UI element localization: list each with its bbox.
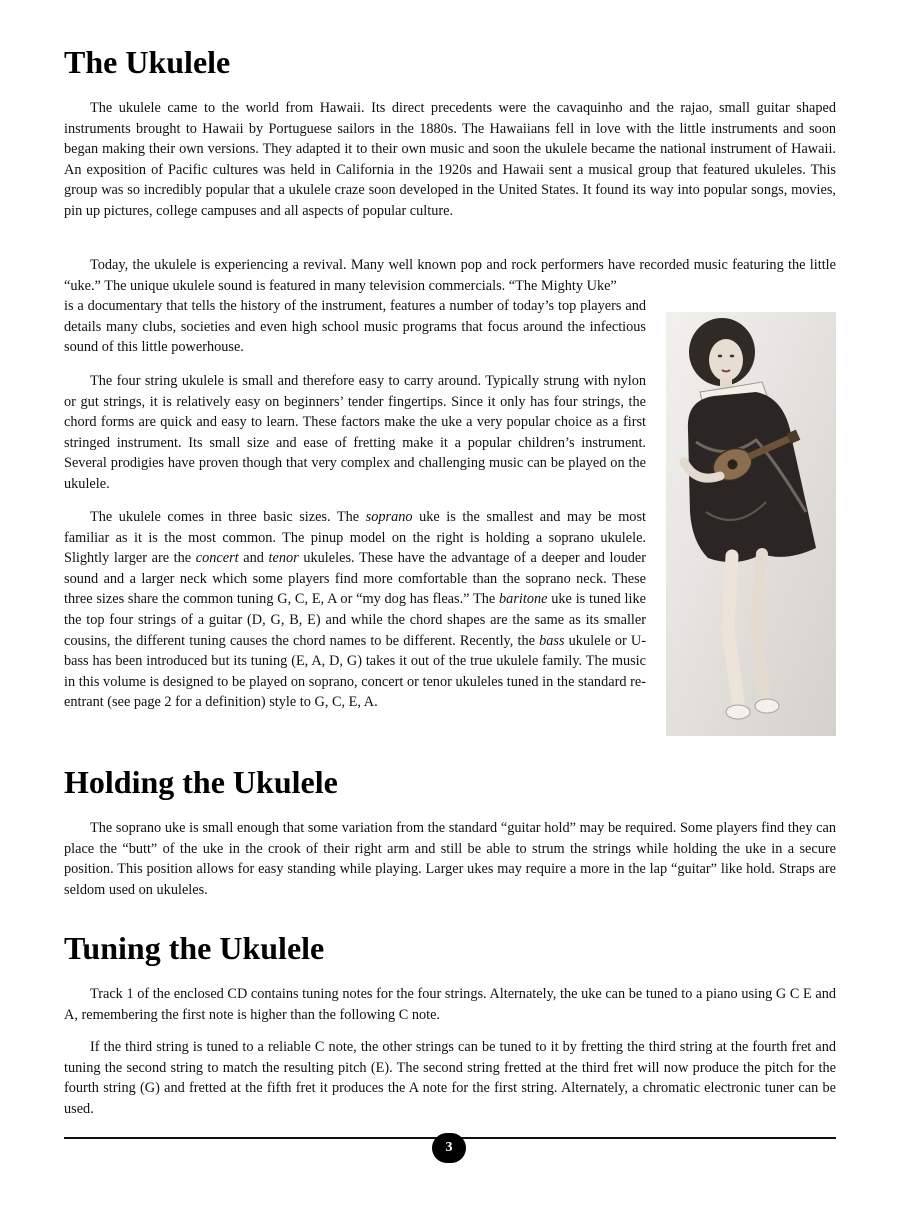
paragraph-revival-continued: is a documentary that tells the history of the instrument, features a number of today’s top players and details many clubs, societies and even high school music programs that focus around the infectious sound of this little powerhouse. <box>64 298 646 356</box>
term-tenor: tenor <box>268 550 299 567</box>
paragraph-tuning-relative: If the third string is tuned to a reliable C note, the other strings can be tuned to it by fretting the third string at the fourth fret and tuning the second string to match the resulting pitch (E). The second string fretted at the third fret will now produce the pitch for the fourth string (G) and fretted at the fifth fret it produces the A note for the first string. Alternately, a chromatic electronic tuner can be used. <box>64 1039 836 1117</box>
sizes-text-3: and <box>238 550 269 567</box>
paragraph-four-string: The four string ukulele is small and therefore easy to carry around. Typically strung with nylon or gut strings, it is relatively easy on beginners’ tender fingertips. Since it only has four strings, the chord forms are quick and easy to learn. These factors make the uke a very popular choice as a first stringed instrument. Its small size and ease of fretting make it a popular children’s instrument. Several prodigies have proven though that very complex and challenging music can be played on the ukulele. <box>64 373 646 492</box>
paragraph-revival-intro: Today, the ukulele is experiencing a revival. Many well known pop and rock performers have recorded music featuring the little “uke.” The unique ukulele sound is featured in many television commercials. “The Mighty Uke” <box>64 257 836 294</box>
page-number-badge: 3 <box>432 1133 466 1163</box>
paragraph-tuning-cd: Track 1 of the enclosed CD contains tuning notes for the four strings. Alternately, the uke can be tuned to a piano using G C E and A, remembering the first note is higher than the following C note. <box>64 986 836 1023</box>
term-baritone: baritone <box>499 591 548 608</box>
pinup-photo <box>666 312 836 736</box>
paragraph-holding: The soprano uke is small enough that some variation from the standard “guitar hold” may be required. Some players find they can place the “butt” of the uke in the crook of their right arm and still be able to strum the strings while holding the uke in a secure position. This position allows for easy standing while playing. Larger ukes may require a more in the lap “guitar” like hold. Straps are seldom used on ukuleles. <box>64 820 836 898</box>
heading-the-ukulele: The Ukulele <box>64 44 231 80</box>
term-bass: bass <box>539 632 565 649</box>
sizes-text-4: ukuleles. These have the advantage of a deeper and louder sound and a larger neck which some players find more comfortable than the soprano neck. These three sizes share the common tuning G, C, E, A or “my dog has fleas.” The <box>64 550 646 608</box>
term-soprano: soprano <box>365 509 413 525</box>
sizes-text-6: ukulele or U-bass has been introduced but its tuning (E, A, D, G) takes it out of the true ukulele family. The music in this volume is designed to be played on soprano, concert or tenor ukuleles tuned in the standard re-entrant (see page 2 for a definition) style to G, C, E, A. <box>64 632 646 711</box>
pinup-ukulele-illustration <box>666 312 836 736</box>
sizes-text-2: uke is the smallest and may be most familiar as it is the most common. The pinup model on the right is holding a soprano ukulele. Slightly larger are the <box>64 509 646 567</box>
paragraph-history: The ukulele came to the world from Hawaii. Its direct precedents were the cavaquinho and the rajao, small guitar shaped instruments brought to Hawaii by Portuguese sailors in the 1880s. The Hawaiians fell in love with the little instruments and soon began making their own versions. They adapted it to their own music and soon the ukulele became the national instrument of Hawaii. An exposition of Pacific cultures was held in California in the 1920s and Hawaii sent a musical group that featured ukuleles. This group was so incredibly popular that a ukulele craze soon developed in the United States. It found its way into popular songs, movies, pin up pictures, college campuses and all aspects of popular culture. <box>64 100 836 219</box>
heading-tuning-the-ukulele: Tuning the Ukulele <box>64 930 325 966</box>
sizes-text-5: uke is tuned like the top four strings of a guitar (D, G, B, E) and while the chord shapes are the same as its smaller cousins, the different tuning causes the chord names to be different. Recently, the <box>64 591 646 649</box>
term-concert: concert <box>195 550 239 567</box>
sizes-text-1: The ukulele comes in three basic sizes. The <box>90 509 366 525</box>
heading-holding-the-ukulele: Holding the Ukulele <box>64 764 338 800</box>
paragraph-sizes <box>64 507 646 713</box>
